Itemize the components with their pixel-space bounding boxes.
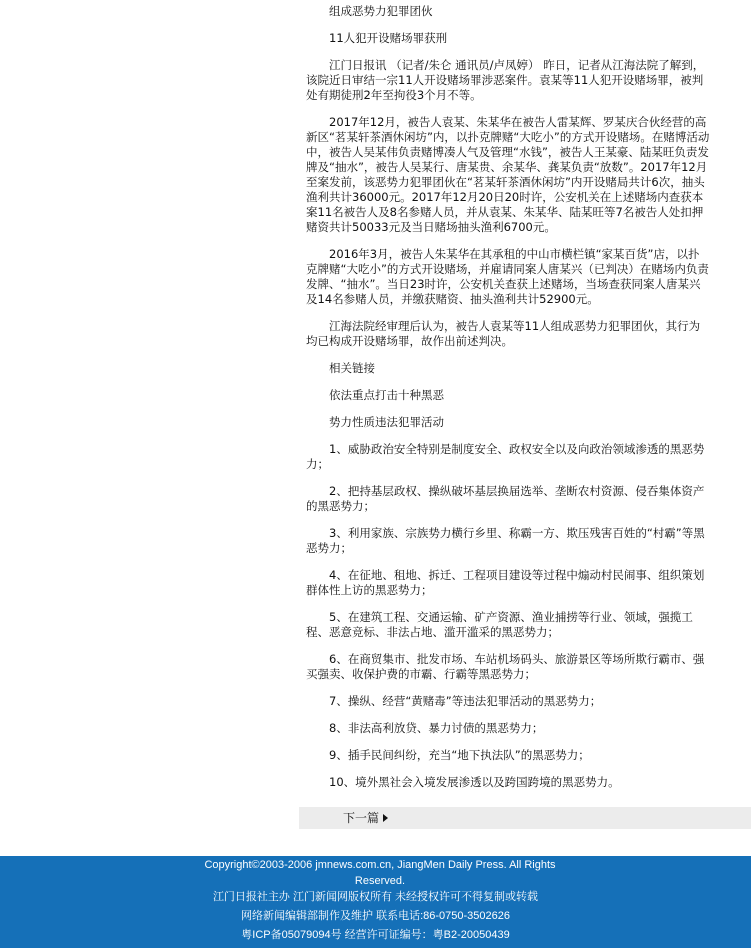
triangle-right-icon <box>383 814 388 822</box>
list-item: 10、境外黑社会入境发展渗透以及跨国跨境的黑恶势力。 <box>329 775 620 789</box>
list-item: 7、操纵、经营“黄赌毒”等违法犯罪活动的黑恶势力； <box>329 694 602 708</box>
copyright-text: Copyright©2003-2006 jmnews.com.cn, JiangMen Daily Press. All Rights Reserved. <box>204 859 556 887</box>
site-footer <box>0 856 751 948</box>
next-article-link[interactable] <box>343 807 388 829</box>
article-paragraph: 依法重点打击十种黑恶 <box>329 388 444 402</box>
footer-publisher-line: 江门日报社主办 江门新闻网版权所有 未经授权许可不得复制或转载 <box>212 891 539 903</box>
list-item: 8、非法高利放贷、暴力讨债的黑恶势力； <box>329 721 544 735</box>
article-paragraph: 2017年12月，被告人袁某、朱某华在被告人雷某辉、罗某庆合伙经营的高新区“茗某轩茶酒休闲坊”内，以扑克牌赌“大吃小”的方式开设赌场。在赌博活动中，被告人吴某伟负责赌博凑人气及管理“水钱”，被告人王某豪、陆某旺负责发牌及“抽水”，被告人吴某行、唐某贵、余某华、龚某负责“放数”。2017年12月至案发前，该恶势力犯罪团伙在“茗某轩茶酒休闲坊”内开设赌局共计6次，抽头渔利共计36000元。2017年12月20日20时许，公安机关在上述赌场内查获本案11名被告人及8名参赌人员，并从袁某、朱某华、陆某旺等7名被告人处扣押赌资共计50033元及当日赌场抽头渔利6700元。 <box>306 115 710 234</box>
article-paragraph: 组成恶势力犯罪团伙 <box>329 4 433 18</box>
list-item: 4、在征地、租地、拆迁、工程项目建设等过程中煽动村民闹事、组织策划群体性上访的黑恶势力； <box>306 568 705 597</box>
article-paragraph: 江门日报讯 （记者/朱仑 通讯员/卢凤婷） 昨日，记者从江海法院了解到，该院近日审结一宗11人开设赌场罪涉恶案件。袁某等11人犯开设赌场罪，被判处有期徒刑2年至拘役3个月不等。 <box>306 58 705 102</box>
related-links-heading: 相关链接 <box>329 361 375 375</box>
article-body <box>306 0 710 802</box>
list-item: 9、插手民间纠纷，充当“地下执法队”的黑恶势力； <box>329 748 590 762</box>
next-article-label: 下一篇 <box>343 811 380 825</box>
article-paragraph: 11人犯开设赌场罪获刑 <box>329 31 448 45</box>
article-paragraph: 势力性质违法犯罪活动 <box>329 415 444 429</box>
footer-license-line: 粤ICP备05079094号 经营许可证编号：粤B2-20050439 <box>241 929 510 941</box>
list-item: 6、在商贸集市、批发市场、车站机场码头、旅游景区等场所欺行霸市、强买强卖、收保护费的市霸、行霸等黑恶势力； <box>306 652 705 681</box>
article-paragraph: 2016年3月，被告人朱某华在其承租的中山市横栏镇“家某百货”店，以扑克牌赌“大吃小”的方式开设赌场，并雇请同案人唐某兴（已判决）在赌场内负责发牌、“抽水”。当日23时许，公安机关查获上述赌场，当场查获同案人唐某兴及14名参赌人员，并缴获赌资、抽头渔利共计52900元。 <box>306 247 709 306</box>
next-article-bar <box>299 807 751 829</box>
article-paragraph: 江海法院经审理后认为，被告人袁某等11人组成恶势力犯罪团伙，其行为均已构成开设赌场罪，故作出前述判决。 <box>306 319 701 348</box>
list-item: 3、利用家族、宗族势力横行乡里、称霸一方、欺压残害百姓的“村霸”等黑恶势力； <box>306 526 705 555</box>
list-item: 1、威胁政治安全特别是制度安全、政权安全以及向政治领域渗透的黑恶势力； <box>306 442 705 471</box>
footer-contact-line: 网络新闻编辑部制作及维护 联系电话:86-0750-3502626 <box>241 910 510 922</box>
list-item: 2、把持基层政权、操纵破坏基层换届选举、垄断农村资源、侵吞集体资产的黑恶势力； <box>306 484 705 513</box>
list-item: 5、在建筑工程、交通运输、矿产资源、渔业捕捞等行业、领域，强揽工程、恶意竞标、非法占地、滥开滥采的黑恶势力； <box>306 610 693 639</box>
